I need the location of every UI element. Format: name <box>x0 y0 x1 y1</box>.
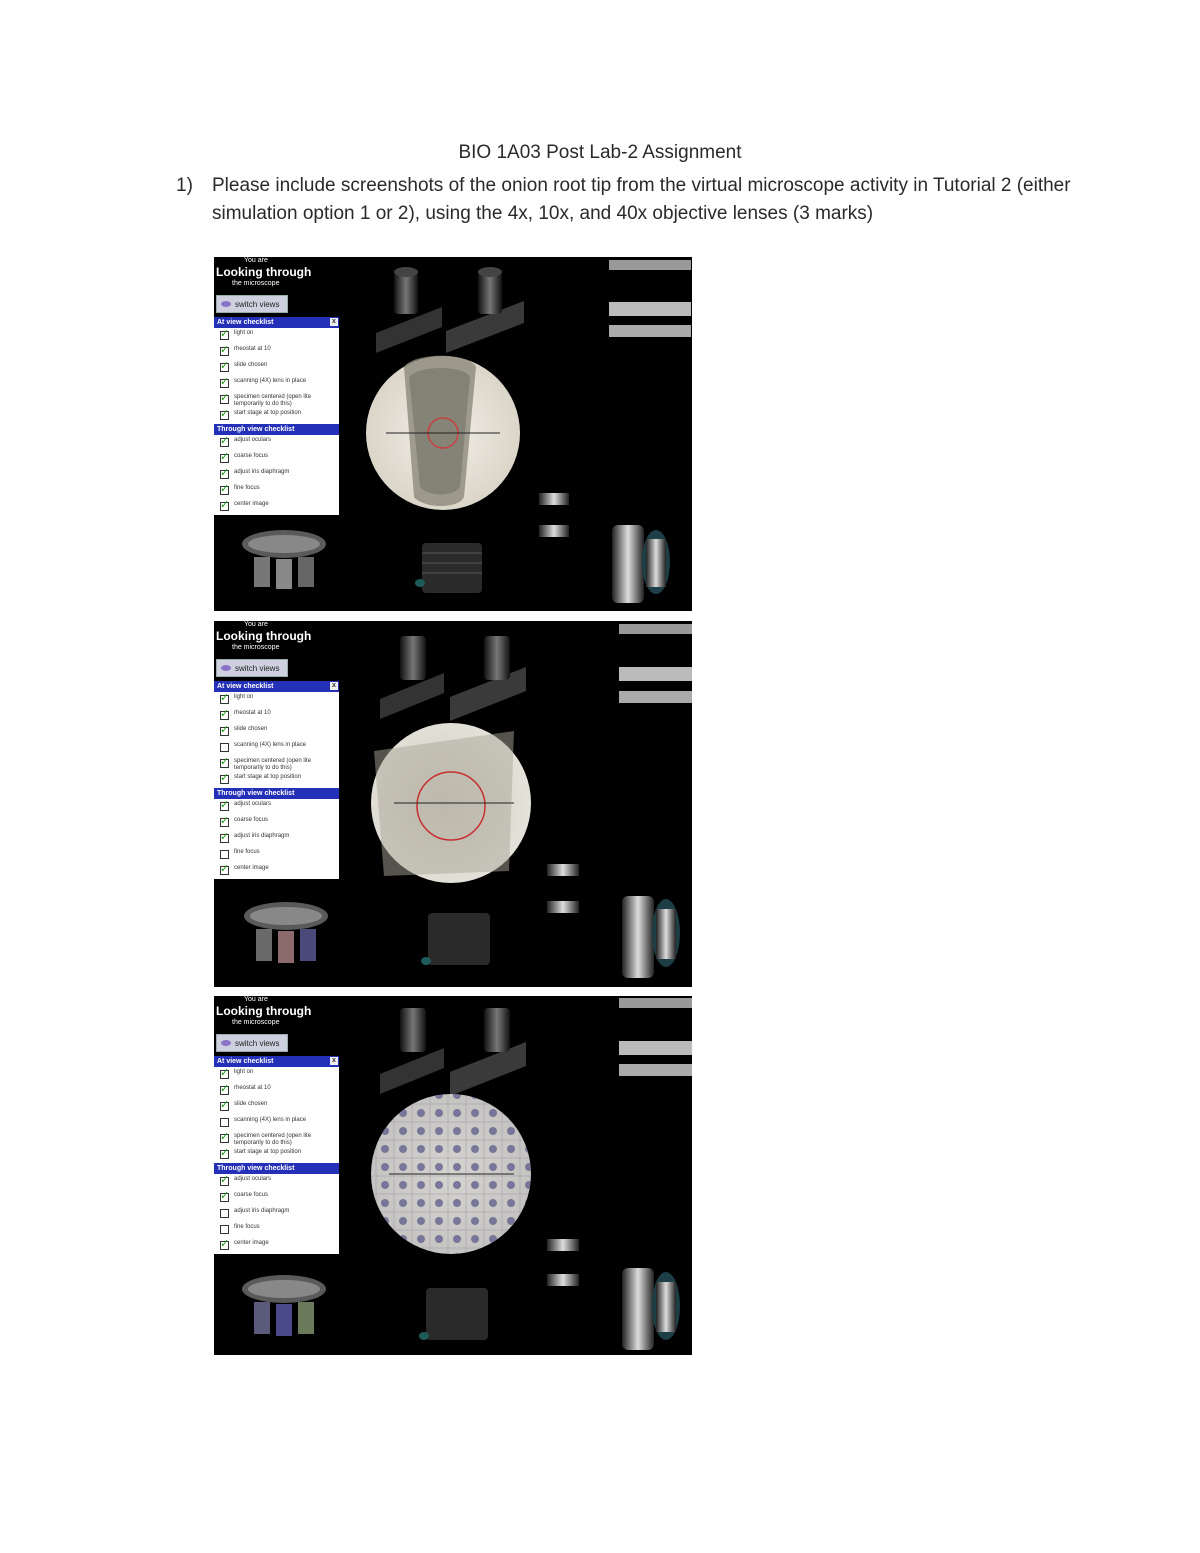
fine-focus-knob[interactable] <box>547 1274 579 1286</box>
slide-tray[interactable] <box>609 260 691 270</box>
checklist-item[interactable] <box>214 1131 339 1147</box>
check-icon: ✓ <box>220 360 230 372</box>
checklist-item[interactable] <box>214 740 339 756</box>
checklist-item[interactable] <box>214 483 339 499</box>
check-icon: ✓ <box>220 815 230 827</box>
check-icon: ✓ <box>220 772 230 784</box>
check-icon: ✓ <box>220 499 230 511</box>
fine-focus-knob[interactable] <box>539 525 569 537</box>
checklist-item-label: slide chosen <box>234 1101 268 1107</box>
checklist-item-label: slide chosen <box>234 362 268 368</box>
checklist-item[interactable] <box>214 847 339 863</box>
at-view-checklist-title: At view checklist <box>217 1058 274 1065</box>
switch-views-button[interactable] <box>216 659 288 677</box>
check-icon: ✓ <box>220 483 230 495</box>
checklist-item[interactable] <box>214 328 339 344</box>
checklist-item-label: center image <box>234 1240 269 1246</box>
stage-base <box>426 1288 488 1340</box>
checkbox[interactable] <box>220 1118 229 1127</box>
coarse-focus-knob[interactable] <box>622 896 680 978</box>
checklist-item[interactable] <box>214 344 339 360</box>
eyepiece-left[interactable] <box>376 267 442 353</box>
close-icon[interactable]: x <box>330 682 338 690</box>
checkbox[interactable] <box>220 743 229 752</box>
check-icon: ✓ <box>220 756 230 768</box>
through-view-checklist-header <box>214 1163 339 1174</box>
microscope-field-of-view <box>366 356 520 510</box>
slide-tray[interactable] <box>619 998 692 1008</box>
checklist-item-label: adjust oculars <box>234 437 272 443</box>
lens-icon <box>221 301 231 307</box>
question-number: 1) <box>176 175 193 196</box>
close-icon[interactable]: x <box>330 318 338 326</box>
check-icon: ✓ <box>220 467 230 479</box>
objective-nosepiece[interactable] <box>242 1275 326 1336</box>
checklist-item[interactable] <box>214 360 339 376</box>
checklist-item[interactable] <box>214 1115 339 1131</box>
objective-nosepiece[interactable] <box>244 902 328 963</box>
light-switch[interactable] <box>415 579 425 587</box>
through-view-checklist <box>214 435 339 515</box>
at-view-checklist-header <box>214 317 339 328</box>
checklist-item[interactable] <box>214 692 339 708</box>
check-icon: ✓ <box>220 1147 230 1159</box>
checklist-item-label: scanning (4X) lens in place <box>234 742 307 748</box>
checklist-item[interactable] <box>214 815 339 831</box>
switch-views-label: switch views <box>235 300 280 309</box>
checklist-item-label: start stage at top position <box>234 774 302 780</box>
check-icon: ✓ <box>220 1083 230 1095</box>
check-icon: ✓ <box>220 831 230 843</box>
checklist-item[interactable] <box>214 451 339 467</box>
checkbox[interactable] <box>220 1225 229 1234</box>
check-icon: ✓ <box>220 344 230 356</box>
through-view-checklist-title: Through view checklist <box>217 790 295 797</box>
checklist-item-label: start stage at top position <box>234 1149 302 1155</box>
check-icon: ✓ <box>220 1067 230 1079</box>
through-view-checklist-header <box>214 788 339 799</box>
checklist-item-label: fine focus <box>234 1224 260 1230</box>
fine-focus-knob[interactable] <box>547 1239 579 1251</box>
checklist-item-label: light on <box>234 330 254 336</box>
check-icon: ✓ <box>220 1190 230 1202</box>
fine-focus-knob[interactable] <box>547 901 579 913</box>
header-small: You are <box>244 621 268 628</box>
checklist-item[interactable] <box>214 499 339 515</box>
checklist-item[interactable] <box>214 1206 339 1222</box>
check-icon: ✓ <box>220 376 230 388</box>
checklist-item[interactable] <box>214 1174 339 1190</box>
checklist-item-label: adjust iris diaphragm <box>234 469 290 475</box>
eyepiece-right[interactable] <box>450 1008 526 1096</box>
view-header <box>214 621 339 661</box>
checklist-item[interactable] <box>214 435 339 451</box>
checklist-item[interactable] <box>214 1067 339 1083</box>
at-view-checklist <box>214 692 339 788</box>
checklist-item[interactable] <box>214 408 339 424</box>
checklist-item[interactable] <box>214 1147 339 1163</box>
checklist-panel <box>214 1056 339 1254</box>
microscope-screenshot-4x <box>214 257 692 611</box>
stage-base <box>422 543 482 593</box>
checklist-item-label: light on <box>234 694 254 700</box>
question-text: Please include screenshots of the onion root tip from the virtual microscope activity in Tutorial 2 (either simulation option 1 or 2), using the 4x, 10x, and 40x objective lenses (3 marks) <box>212 175 1071 224</box>
check-icon: ✓ <box>220 392 230 404</box>
at-view-checklist-title: At view checklist <box>217 683 274 690</box>
header-title: Looking through <box>216 629 312 643</box>
check-icon: ✓ <box>220 724 230 736</box>
check-icon: ✓ <box>220 451 230 463</box>
checklist-item-label: light on <box>234 1069 254 1075</box>
checklist-item-label: specimen centered (open lite temporarily to do this) <box>234 758 312 771</box>
check-icon: ✓ <box>220 1238 230 1250</box>
checklist-item-label: rheostat at 10 <box>234 710 271 716</box>
checklist-item[interactable] <box>214 376 339 392</box>
checklist-item-label: fine focus <box>234 849 260 855</box>
check-icon: ✓ <box>220 1174 230 1186</box>
through-view-checklist-title: Through view checklist <box>217 426 295 433</box>
slide-tray[interactable] <box>619 624 692 634</box>
through-view-checklist-title: Through view checklist <box>217 1165 295 1172</box>
objective-nosepiece[interactable] <box>242 530 326 589</box>
stage-base <box>428 913 490 965</box>
header-subtitle: the microscope <box>232 1019 280 1026</box>
close-icon[interactable]: x <box>330 1057 338 1065</box>
check-icon: ✓ <box>220 328 230 340</box>
switch-views-label: switch views <box>235 1039 280 1048</box>
checklist-item[interactable] <box>214 1099 339 1115</box>
lens-icon <box>221 1040 231 1046</box>
check-icon: ✓ <box>220 708 230 720</box>
microscope-field-of-view <box>371 1094 531 1254</box>
coarse-focus-knob[interactable] <box>622 1268 680 1350</box>
slide-tray[interactable] <box>619 667 692 681</box>
checklist-item-label: coarse focus <box>234 453 269 459</box>
at-view-checklist <box>214 1067 339 1163</box>
slide-tray[interactable] <box>619 1041 692 1055</box>
switch-views-button[interactable] <box>216 295 288 313</box>
header-title: Looking through <box>216 265 312 279</box>
check-icon: ✓ <box>220 408 230 420</box>
checklist-item[interactable] <box>214 863 339 879</box>
checklist-item-label: specimen centered (open lite temporarily to do this) <box>234 394 312 407</box>
checklist-item-label: coarse focus <box>234 1192 269 1198</box>
header-small: You are <box>244 996 268 1003</box>
checklist-item-label: rheostat at 10 <box>234 346 271 352</box>
checklist-item-label: specimen centered (open lite temporarily to do this) <box>234 1133 312 1146</box>
at-view-checklist-header <box>214 681 339 692</box>
view-header <box>214 996 339 1036</box>
header-subtitle: the microscope <box>232 644 280 651</box>
checklist-item[interactable] <box>214 831 339 847</box>
checklist-panel <box>214 681 339 879</box>
checklist-item-label: center image <box>234 501 269 507</box>
checklist-item-label: coarse focus <box>234 817 269 823</box>
header-subtitle: the microscope <box>232 280 280 287</box>
check-icon: ✓ <box>220 692 230 704</box>
checklist-item-label: adjust iris diaphragm <box>234 833 290 839</box>
fine-focus-knob[interactable] <box>539 493 569 505</box>
fine-focus-knob[interactable] <box>547 864 579 876</box>
at-view-checklist <box>214 328 339 424</box>
switch-views-label: switch views <box>235 664 280 673</box>
microscope-screenshot-40x <box>214 996 692 1355</box>
lens-icon <box>221 665 231 671</box>
checklist-item[interactable] <box>214 1083 339 1099</box>
slide-tray[interactable] <box>619 691 692 703</box>
light-switch[interactable] <box>421 957 431 965</box>
header-title: Looking through <box>216 1004 312 1018</box>
header-small: You are <box>244 257 268 264</box>
checklist-item[interactable] <box>214 392 339 408</box>
light-switch[interactable] <box>419 1332 429 1340</box>
checklist-panel <box>214 317 339 515</box>
checklist-item-label: adjust oculars <box>234 1176 272 1182</box>
coarse-focus-knob[interactable] <box>612 525 670 603</box>
microscope-field-of-view <box>371 723 531 883</box>
checklist-item[interactable] <box>214 1222 339 1238</box>
check-icon: ✓ <box>220 799 230 811</box>
checklist-item-label: adjust iris diaphragm <box>234 1208 290 1214</box>
checklist-item[interactable] <box>214 708 339 724</box>
switch-views-button[interactable] <box>216 1034 288 1052</box>
checklist-item[interactable] <box>214 1238 339 1254</box>
eyepiece-left[interactable] <box>380 1008 444 1094</box>
document-title: BIO 1A03 Post Lab-2 Assignment <box>458 142 742 163</box>
check-icon: ✓ <box>220 435 230 447</box>
through-view-checklist <box>214 1174 339 1254</box>
checklist-item[interactable] <box>214 772 339 788</box>
checklist-item-label: adjust oculars <box>234 801 272 807</box>
checklist-item[interactable] <box>214 756 339 772</box>
microscope-screenshot-10x <box>214 621 692 987</box>
checklist-item-label: center image <box>234 865 269 871</box>
check-icon: ✓ <box>220 863 230 875</box>
checklist-item[interactable] <box>214 1190 339 1206</box>
checklist-item[interactable] <box>214 467 339 483</box>
eyepiece-left[interactable] <box>380 636 444 719</box>
check-icon: ✓ <box>220 1131 230 1143</box>
checkbox[interactable] <box>220 850 229 859</box>
checklist-item-label: scanning (4X) lens in place <box>234 1117 307 1123</box>
checklist-item-label: rheostat at 10 <box>234 1085 271 1091</box>
check-icon: ✓ <box>220 1099 230 1111</box>
slide-tray[interactable] <box>609 302 691 316</box>
checklist-item[interactable] <box>214 799 339 815</box>
checkbox[interactable] <box>220 1209 229 1218</box>
view-header <box>214 257 339 297</box>
checklist-item-label: slide chosen <box>234 726 268 732</box>
eyepiece-right[interactable] <box>446 267 524 353</box>
checklist-item-label: fine focus <box>234 485 260 491</box>
at-view-checklist-title: At view checklist <box>217 319 274 326</box>
through-view-checklist <box>214 799 339 879</box>
checklist-item-label: start stage at top position <box>234 410 302 416</box>
through-view-checklist-header <box>214 424 339 435</box>
checklist-item-label: scanning (4X) lens in place <box>234 378 307 384</box>
checklist-item[interactable] <box>214 724 339 740</box>
slide-tray[interactable] <box>619 1064 692 1076</box>
at-view-checklist-header <box>214 1056 339 1067</box>
eyepiece-right[interactable] <box>450 636 526 721</box>
slide-tray[interactable] <box>609 325 691 337</box>
